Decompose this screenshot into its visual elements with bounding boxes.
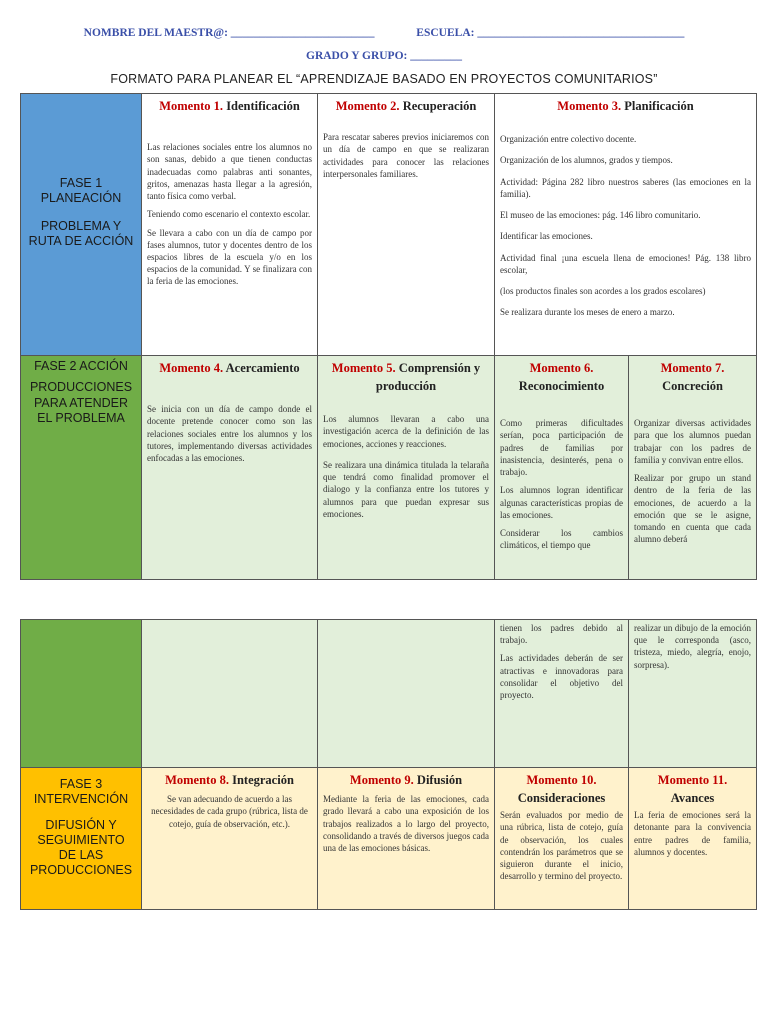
moment-3-text-4: El museo de las emociones: pág. 146 libro comunitario. [500, 210, 701, 221]
moment-6-text-4: tienen los padres debido al trabajo. [500, 623, 623, 646]
moment-4-continued-cell [142, 620, 318, 768]
moment-7-continued-cell [629, 620, 757, 768]
moment-7-text-2: Realizar por grupo un stand dentro de la feria de las emociones, de acuerdo a la emoción que se le asigne, tomando en cuenta que cada alumno deberá [634, 473, 751, 545]
moment-11-cell [629, 768, 757, 910]
moment-8-number: Momento 8. [165, 773, 229, 787]
moment-3-cell [495, 94, 757, 356]
moment-11-text-1: La feria de emociones será la detonante para la convivencia entre padres de familia, alumnos y docentes. [634, 810, 751, 857]
moment-1-heading [142, 94, 317, 115]
phase-3-subtitle: DIFUSIÓN Y SEGUIMIENTO DE LAS PRODUCCIONES [29, 817, 133, 878]
moment-6-continued-cell [495, 620, 629, 768]
moment-10-number: Momento 10. [526, 773, 597, 787]
school-label: ESCUELA: ____________________________________ [416, 27, 685, 39]
moment-1-name: Identificación [226, 99, 300, 113]
moment-3-text-7: (los productos finales son acordes a los grados escolares) [500, 286, 706, 296]
moment-6-text-3: Considerar los cambios climáticos, el tiempo que [500, 528, 623, 551]
moment-3-number: Momento 3. [557, 99, 622, 113]
moment-5-heading [318, 356, 494, 395]
phase-1-cell [21, 94, 142, 356]
moment-8-name: Integración [232, 773, 294, 787]
moment-6-name: Reconocimiento [518, 379, 605, 394]
grade-label: GRADO Y GRUPO: _________ [306, 50, 462, 62]
moment-10-heading [495, 768, 628, 807]
moment-8-cell [142, 768, 318, 910]
moment-5-text-1: Los alumnos llevaran a cabo una investigación acerca de la definición de las emociones, acciones y reacciones. [323, 414, 489, 449]
moment-5-name: Comprensión y producción [375, 361, 481, 394]
moment-2-text-1: Para rescatar saberes previos iniciaremos con un día de campo en que se realizaran actividades para conocer las relaciones interpersonales familiares. [323, 132, 489, 179]
moment-9-number: Momento 9. [349, 773, 414, 787]
phase-2-continued-cell [21, 620, 142, 768]
moment-8-text-1: Se van adecuando de acuerdo a las necesidades de cada grupo (rúbrica, lista de cotejo, guía de observación, etc.). [151, 794, 308, 829]
moment-1-text-1: Las relaciones sociales entre los alumnos no son sanas, debido a que tienen conductas inadecuadas como palabras anti sonantes, gritos, amenazas hasta llegar a la agresión, tanto física como verbal. [147, 142, 312, 202]
phase-2-subtitle: PRODUCCIONES PARA ATENDER EL PROBLEMA [29, 380, 133, 425]
moment-1-number: Momento 1. [159, 99, 224, 113]
moment-3-text-5: Identificar las emociones. [500, 231, 593, 242]
moment-2-heading [318, 94, 494, 115]
moment-3-text-8: Se realizara durante los meses de enero a marzo. [500, 307, 675, 318]
moment-11-heading [629, 768, 756, 807]
moment-7-text-1: Organizar diversas actividades para que los alumnos puedan trabajar con los padres de familia y convivan entre ellos. [634, 418, 751, 465]
moment-6-cell [495, 356, 629, 580]
planning-table-part-1 [20, 93, 757, 580]
moment-4-heading [142, 356, 317, 377]
phase-3-cell [21, 768, 142, 910]
moment-2-cell [318, 94, 495, 356]
moment-3-text-1: Organización entre colectivo docente. [500, 134, 637, 145]
moment-7-cell [629, 356, 757, 580]
moment-1-cell [142, 94, 318, 356]
moment-9-name: Difusión [416, 773, 463, 787]
phase-2-label: FASE 2 ACCIÓN [34, 359, 128, 373]
moment-2-name: Recuperación [402, 99, 477, 113]
moment-1-text-2: Teniendo como escenario el contexto escolar. [147, 209, 311, 220]
moment-2-number: Momento 2. [335, 99, 400, 113]
moment-6-text-5: Las actividades deberán de ser atractivas e innovadoras para consolidar el objetivo del proyecto. [500, 653, 623, 701]
moment-11-name: Avances [670, 791, 715, 806]
phase-1-label: FASE 1 PLANEACIÓN [40, 176, 122, 206]
moment-5-text-2: Se realizara una dinámica titulada la telaraña que tendrá como finalidad promover el dialogo y la confianza entre los tutores y alumnos para que puedan expresar sus emociones. [323, 459, 489, 519]
moment-7-name: Concreción [662, 379, 723, 394]
moment-7-number: Momento 7. [660, 361, 725, 375]
moment-7-heading [629, 356, 756, 395]
moment-9-cell [318, 768, 495, 910]
phase-3-label: FASE 3 INTERVENCIÓN [33, 777, 129, 807]
moment-6-heading [495, 356, 628, 395]
moment-9-text-1: Mediante la feria de las emociones, cada grado llevará a cabo una exposición de los trabajos realizados a lo largo del proyecto, consolidando a través de diversos juegos cada una de las emociones básicas. [323, 794, 489, 854]
moment-3-heading [495, 94, 756, 115]
moment-3-text-3: Actividad: Página 282 libro nuestros saberes (las emociones en la familia). [500, 176, 751, 199]
moment-3-text-6: Actividad final ¡una escuela llena de emociones! Pág. 138 libro escolar, [500, 252, 751, 275]
moment-7-text-3: realizar un dibujo de la emoción que le corresponda (asco, tristeza, miedo, alegría, enojo, sorpresa). [634, 623, 751, 670]
moment-5-number: Momento 5. [331, 361, 396, 375]
moment-10-cell [495, 768, 629, 910]
moment-6-number: Momento 6. [529, 361, 594, 375]
moment-1-text-3: Se llevara a cabo con un día de campo por fases alumnos, tutor y docentes dentro de los espacios libres de la escuela y/o en los espacios de la comunidad. Y se finalizara con la feria de las emociones. [147, 227, 312, 287]
moment-5-cell [318, 356, 495, 580]
moment-4-cell [142, 356, 318, 580]
moment-4-name: Acercamiento [225, 361, 300, 375]
moment-3-name: Planificación [624, 99, 694, 113]
phase-2-cell [21, 356, 142, 580]
moment-5-continued-cell [318, 620, 495, 768]
moment-4-text-1: Se inicia con un día de campo donde el docente pretende conocer como son las relaciones sociales entre los alumnos y los tutores, implementando diversas actividades enfocadas a las emociones. [147, 404, 312, 464]
moment-8-heading [142, 768, 317, 789]
moment-6-text-2: Los alumnos logran identificar algunas características propias de las emociones. [500, 485, 623, 520]
page-title: FORMATO PARA PLANEAR EL “APRENDIZAJE BASADO EN PROYECTOS COMUNITARIOS” [110, 72, 658, 86]
planning-table-part-2 [20, 619, 757, 910]
teacher-label: NOMBRE DEL MAESTR@: _________________________ [83, 27, 375, 39]
phase-1-subtitle: PROBLEMA Y RUTA DE ACCIÓN [28, 218, 134, 248]
moment-4-number: Momento 4. [159, 361, 224, 375]
moment-11-number: Momento 11. [657, 773, 728, 787]
moment-6-text-1: Como primeras dificultades serían, poca participación de padres de familias por inasistencia, desinterés, pena o trabajo. [500, 418, 623, 478]
moment-3-text-2: Organización de los alumnos, grados y tiempos. [500, 155, 673, 166]
header-line-1 [0, 27, 768, 39]
moment-9-heading [318, 768, 494, 789]
moment-10-name: Consideraciones [517, 791, 606, 806]
moment-10-text-1: Serán evaluados por medio de una rúbrica, lista de cotejo, guía de observación, los cuales contendrán los parámetros que se siguieron durante el inicio, desarrollo y termino del proyecto. [500, 810, 623, 882]
